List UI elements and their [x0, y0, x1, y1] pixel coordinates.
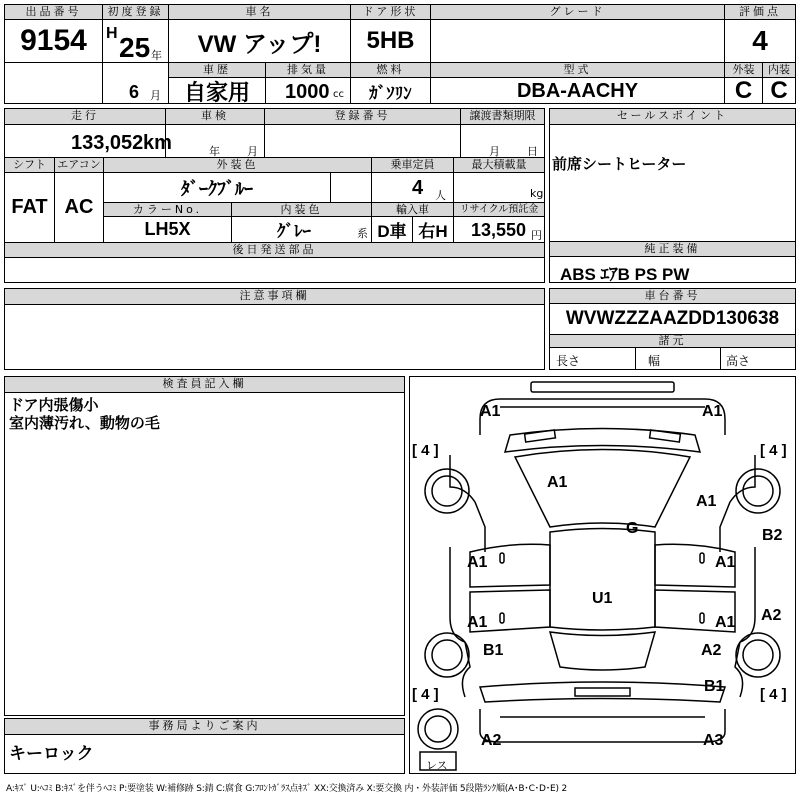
width-label: 幅: [648, 354, 661, 368]
month-unit: 月: [150, 89, 161, 102]
mark-right-rear-panel: A2: [701, 642, 722, 659]
mark-front-bumper-right: A1: [702, 403, 723, 420]
later-parts-header: 後日発送部品: [5, 243, 544, 258]
reg-month: 6: [129, 82, 140, 102]
import-type: D車: [377, 222, 407, 241]
exterior-grade: C: [734, 77, 753, 104]
mileage-value: 133,052: [71, 132, 144, 154]
steering-side: 右H: [418, 222, 448, 241]
interior-color-value: ｸﾞﾚｰ: [277, 222, 311, 241]
detail-block: [4, 108, 545, 283]
lot-number: 9154: [20, 24, 87, 57]
displacement-value: 1000: [285, 81, 330, 103]
color-header: 外装色: [104, 158, 371, 173]
load-unit: kg: [530, 187, 544, 200]
color-value: ﾀﾞｰｸﾌﾞﾙｰ: [181, 178, 253, 199]
tire-fr-tread: [ 4 ]: [760, 442, 787, 459]
dims-header: 諸元: [550, 335, 795, 348]
import-header: 輸入車: [372, 203, 453, 217]
interior-color-header: 内装色: [232, 203, 371, 217]
capacity-header: 乗車定員: [372, 158, 453, 173]
model-value: DBA-AACHY: [516, 79, 639, 102]
vin-header: 車台番号: [550, 289, 795, 304]
recycle-header: リサイクル預託金: [454, 203, 544, 217]
grade-value: [431, 20, 724, 62]
inspection-header: 車検: [166, 109, 264, 125]
inspector-header: 検査員記入欄: [5, 377, 404, 393]
car-diagram-svg: [410, 377, 795, 773]
year-unit: 年: [151, 49, 162, 62]
mark-front-bumper-left: A1: [480, 403, 501, 420]
office-box: [4, 718, 405, 774]
recycle-unit: 円: [531, 229, 542, 242]
mark-left-rear-panel: B1: [483, 642, 504, 659]
tire-rl-tread: [ 4 ]: [412, 686, 439, 703]
first-reg-header: 初度登録: [103, 5, 168, 20]
sales-points-text: 前席シートヒーター: [552, 155, 687, 173]
mark-rear-bumper-left: A2: [481, 732, 502, 749]
history-value: 自家用: [183, 79, 250, 105]
transfer-month-unit: 月: [489, 145, 500, 158]
mark-front-right-fender: A1: [696, 493, 717, 510]
reg-year: 25: [119, 32, 151, 63]
mark-front-right-door: A1: [715, 554, 736, 571]
cautions-box: [4, 288, 545, 370]
vin-value: WVWZZZAAZDD130638: [565, 308, 780, 329]
load-header: 最大積載量: [454, 158, 544, 173]
exterior-header: 外装: [725, 63, 762, 78]
car-name-header: 車名: [169, 5, 350, 20]
car-diagram: [409, 376, 796, 774]
height-label: 高さ: [726, 354, 751, 368]
cautions-header: 注意事項欄: [5, 289, 544, 305]
interior-header: 内装: [763, 63, 795, 78]
tire-tread-labels: [412, 442, 787, 703]
equipment-text: ABS ｴｱB PS PW: [560, 265, 690, 284]
spare-tire-label: レス: [426, 760, 448, 772]
era-label: H: [106, 25, 118, 42]
tire-rr-tread: [ 4 ]: [760, 686, 787, 703]
inspector-box: [4, 376, 405, 716]
legend-text: A:ｷｽﾞ U:ﾍｺﾐ B:ｷｽﾞを伴うﾍｺﾐ P:要塗装 W:補修跡 S:錆 C:腐食 G:ﾌﾛﾝﾄｶﾞﾗｽ点ｷｽﾞ XX:交換済み X:要交換 内・外装評価 5段階ﾗﾝｸ順(A･B･C･D･E) 2: [6, 784, 567, 794]
vin-box: [549, 288, 796, 370]
capacity-unit: 人: [435, 189, 446, 202]
shift-value: FAT: [11, 196, 48, 218]
inspection-month-unit: 月: [247, 145, 258, 158]
tire-fl-tread: [ 4 ]: [412, 442, 439, 459]
length-label: 長さ: [556, 354, 581, 368]
equipment-header: 純正装備: [550, 242, 795, 257]
grade-header: グレード: [431, 5, 724, 20]
color-no-value: LH5X: [144, 219, 191, 239]
mark-rear-right-quarter: B1: [704, 678, 725, 695]
equipment-box: [549, 241, 796, 283]
interior-color-suffix: 系: [357, 227, 368, 240]
mileage-header: 走行: [5, 109, 165, 125]
mileage-unit: km: [143, 132, 172, 154]
displacement-unit: cc: [333, 89, 344, 100]
transfer-day-unit: 日: [527, 145, 538, 158]
recycle-value: 13,550: [471, 220, 527, 240]
ac-header: エアコン: [55, 158, 103, 173]
fuel-value: ｶﾞｿﾘﾝ: [369, 83, 412, 103]
displacement-header: 排気量: [266, 63, 350, 78]
mark-right-rocker-rear: A2: [761, 607, 782, 624]
mark-rear-bumper-right: A3: [703, 732, 724, 749]
mark-windshield: G: [626, 520, 639, 537]
capacity-value: 4: [412, 177, 424, 199]
mark-hood: A1: [547, 474, 568, 491]
mark-rear-left-door: A1: [467, 614, 488, 631]
inspector-notes: ドア内張傷小 室内薄汚れ、動物の毛: [9, 396, 160, 432]
doors-header: ドア形状: [351, 5, 430, 20]
registration-header: 登録番号: [265, 109, 460, 125]
lot-number-header: 出品番号: [5, 5, 102, 20]
office-text: キーロック: [9, 744, 94, 764]
transfer-header: 譲渡書類期限: [461, 109, 544, 125]
sales-points-box: [549, 108, 796, 242]
door-type: 5HB: [366, 27, 415, 54]
score-value: 4: [752, 25, 768, 56]
shift-header: シフト: [5, 158, 54, 173]
color-no-header: カラーNo.: [104, 203, 231, 217]
mark-front-left-door: A1: [467, 554, 488, 571]
model-header: 型式: [431, 63, 724, 78]
header-block: [4, 4, 796, 104]
office-header: 事務局よりご案内: [5, 719, 404, 735]
ac-value: AC: [64, 196, 94, 218]
mark-right-rocker-front: B2: [762, 527, 783, 544]
car-name: VW アップ!: [197, 30, 322, 58]
inspection-year-unit: 年: [209, 145, 220, 158]
fuel-header: 燃料: [351, 63, 430, 78]
interior-grade: C: [770, 77, 788, 104]
history-header: 車歴: [169, 63, 265, 78]
mark-roof: U1: [592, 590, 613, 607]
sales-points-header: セールスポイント: [550, 109, 795, 125]
mark-rear-right-door: A1: [715, 614, 736, 631]
score-header: 評価点: [725, 5, 795, 20]
